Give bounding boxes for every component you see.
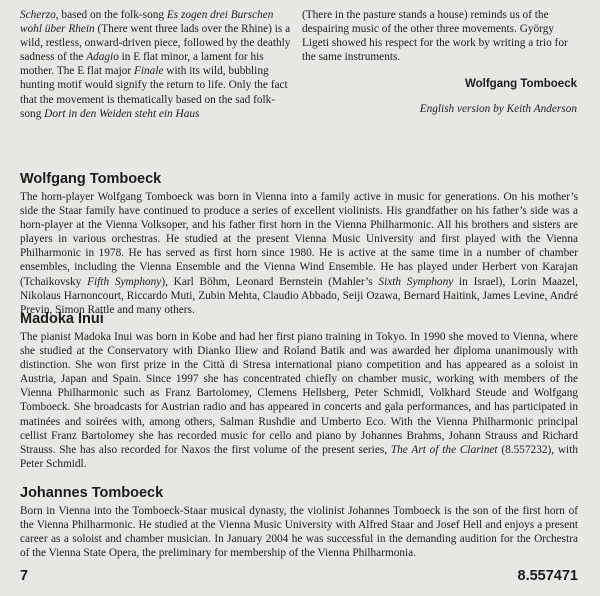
bio-text: [20, 190, 578, 317]
translation-credit: English version by Keith Anderson: [419, 103, 577, 116]
bio-heading: Wolfgang Tomboeck: [20, 171, 162, 187]
italic-title: Sixth Symphony: [378, 275, 454, 288]
text-run: The horn-player Wolfgang Tomboeck was born in Vienna into a family active in music for generations. On his mother’s side the Staar family have continued to produce a series of excellent violinists. His grandfather on his father’s side was a horn-player at the Vienna Volksoper, and his father first horn in the Vienna Philharmonic. All his brothers and sisters are players in various orchestras. He studied at the present Vienna Music University and first played with the Vienna Philharmonic in 1978. He has served as first horn since 1980. He is active at the same time in a number of chamber ensembles, including the Vienna Ensemble and the Vienna Wind Ensemble. He has played under Herbert von Karajan (Tchaikovsky: [20, 191, 578, 288]
page-number: 7: [20, 568, 29, 584]
catalogue-number: 8.557471: [517, 568, 578, 584]
italic-title: Scherzo: [20, 9, 56, 21]
text-run: ), Karl Böhm, Leonard Bernstein (Mahler’s: [161, 275, 379, 288]
text-run: (8.557232), with Peter Schmidl.: [20, 443, 578, 470]
text-run: Born in Vienna into the Tomboeck-Staar musical dynasty, the violinist Johannes Tomboeck is the son of the first horn of the Vienna Philharmonic. He studied at the Vienna Music University with Alfred Staar and Josef Hell and enjoys a present career as a soloist and chamber musician. In January 2004 he was successful in the demanding audition for the Orchestra of the Vienna State Opera, the preliminary for membership of the Vienna Philharmonia.: [20, 505, 578, 560]
italic-title: Finale: [133, 65, 164, 78]
notes-left-column: [20, 8, 292, 121]
bio-johannes-tomboeck: [20, 484, 578, 560]
text-run: The pianist Madoka Inui was born in Kobe and had her first piano training in Tokyo. In 1990 she moved to Vienna, where she studied at the Conservatory with Dianko Iliew and Roland Batik and was awarded her diploma unanimously with distinction. She won first prize in the Città di Stresa international piano competition and has appeared as a soloist in Austria, Japan and Spain. Since 1997 she has concentrated chiefly on chamber music, working with members of the Vienna Philharmonic such as Franz Bartolomey, Clemens Hellsberg, Peter Schmidl, Volkhard Steude and Wolfgang Tomboeck. She broadcasts for Austrian radio and has appeared in concerts and gala performances, and has participated in matinées and soirées with, among others, Salman Rushdie and Umberto Eco. With the Vienna Philharmonic principal cellist Franz Bartolomey she has recorded music for cello and piano by Johannes Brahms, Johann Strauss and Richard Strauss. She has also recorded for Naxos the first volume of the present series,: [20, 331, 578, 456]
italic-title: Es zogen drei Burschen wohl über Rhein: [20, 9, 274, 36]
text-run: with its wild, bubbling hunting motif would signify the return to life. Only the fact that the movement is thematically based on the sad folk-song: [20, 65, 288, 120]
bio-text: [20, 504, 578, 560]
text-run: (There went three lads over the Rhine) is a wild, restless, onward-driven piece, followed by the deathly sadness of the: [20, 23, 291, 64]
bio-wolfgang-tomboeck: [20, 170, 578, 317]
notes-right-text: [302, 8, 577, 64]
text-run: in Israel), Lorin Maazel, Nikolaus Harnoncourt, Riccardo Muti, Zubin Mehta, Claudio Abbado, Seiji Ozawa, Bernard Haitink, James Levine, André Previn, Simon Rattle and many others.: [20, 275, 579, 316]
italic-title: Adagio: [86, 51, 119, 64]
bio-heading: Johannes Tomboeck: [20, 485, 164, 501]
italic-title: Dort in den Weiden steht ein Haus: [44, 107, 200, 120]
text-run: , based on the folk-song: [55, 9, 167, 21]
bio-text: [20, 330, 578, 471]
notes-right-column: [302, 8, 577, 117]
bio-heading: Madoka Inui: [20, 311, 104, 327]
notes-signature: Wolfgang Tomboeck: [464, 78, 577, 91]
notes-left-text: [20, 8, 292, 121]
italic-title: Fifth Symphony: [87, 275, 162, 288]
bio-madoka-inui: [20, 310, 578, 471]
text-run: in E flat minor, a lament for his mother. The E flat major: [20, 51, 264, 78]
text-run: (There in the pasture stands a house) reminds us of the despairing music of the other three movements. György Ligeti showed his respect for the work by writing a trio for the same instruments.: [302, 9, 568, 64]
italic-title: The Art of the Clarinet: [390, 443, 498, 456]
